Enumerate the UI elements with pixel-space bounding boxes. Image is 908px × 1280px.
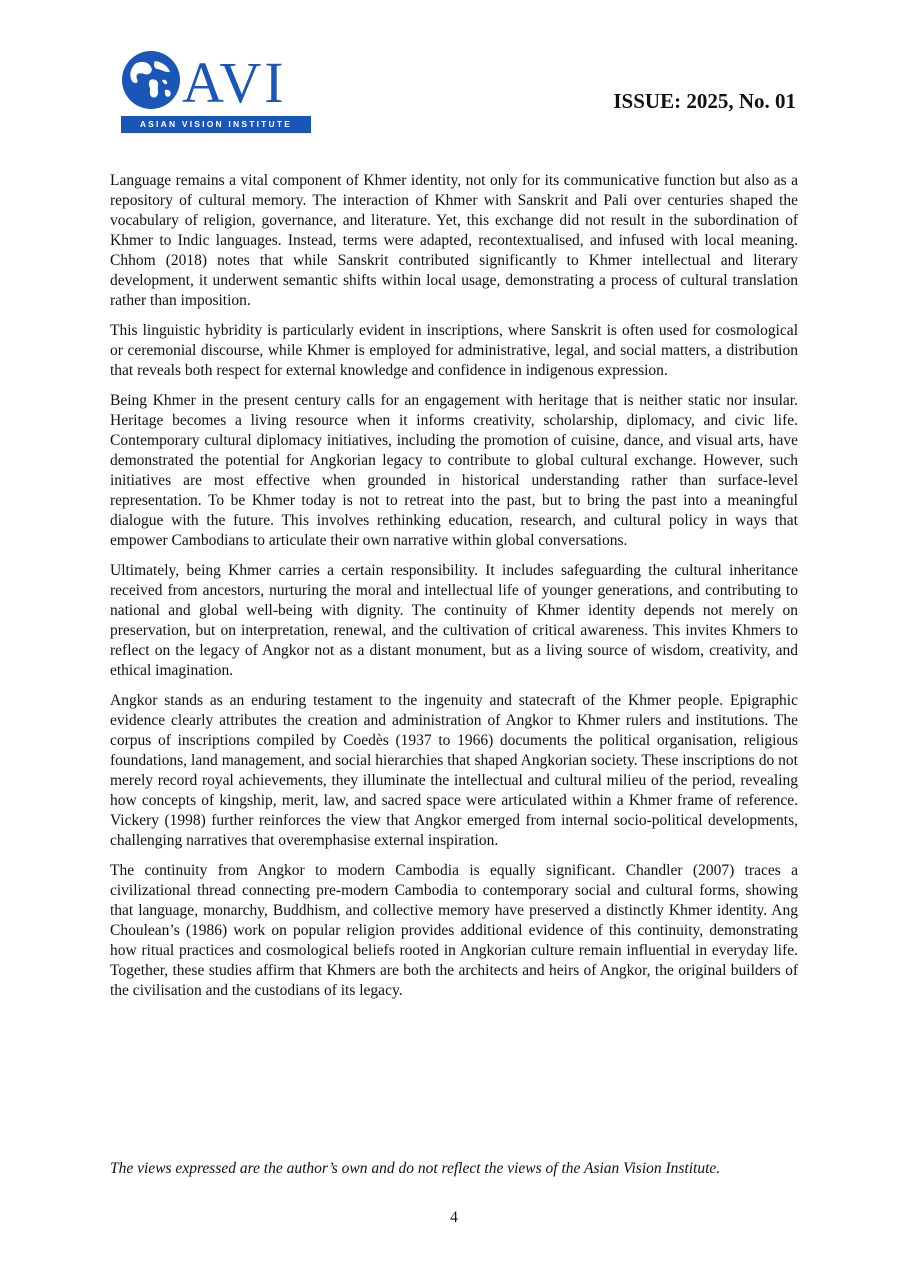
paragraph: Language remains a vital component of Khmer identity, not only for its communicative function but also as a repository of cultural memory. The interaction of Khmer with Sanskrit and Pali over centuries shaped the vocabulary of religion, governance, and literature. Yet, this exchange did not result in the subordination of Khmer to Indic languages. Instead, terms were adapted, recontextualised, and infused with local meaning. Chhom (2018) notes that while Sanskrit contributed significantly to Khmer intellectual and literary development, it underwent semantic shifts within local usage, demonstrating a process of cultural translation rather than imposition. (110, 172, 798, 309)
paragraph: The continuity from Angkor to modern Cambodia is equally significant. Chandler (2007) traces a civilizational thread connecting pre-modern Cambodia to contemporary social and cultural forms, showing that language, monarchy, Buddhism, and collective memory have preserved a distinctly Khmer identity. Ang Choulean’s (1986) work on popular religion provides additional evidence of this continuity, demonstrating how ritual practices and cosmological beliefs rooted in Angkorian culture remain influential in everyday life. Together, these studies affirm that Khmers are both the architects and heirs of Angkor, the original builders of the civilisation and the custodians of its legacy. (110, 862, 798, 999)
logo-wordmark: AVI (182, 50, 287, 115)
paragraph: Ultimately, being Khmer carries a certain responsibility. It includes safeguarding the cultural inheritance received from ancestors, nurturing the moral and intellectual life of younger generations, and contributing to national and global well-being with dignity. The continuity of Khmer identity depends not merely on preservation, but on interpretation, renewal, and the cultivation of critical awareness. This invites Khmers to reflect on the legacy of Angkor not as a distant monument, but as a living source of wisdom, creativity, and ethical imagination. (110, 562, 798, 679)
paragraph: This linguistic hybridity is particularly evident in inscriptions, where Sanskrit is often used for cosmological or ceremonial discourse, while Khmer is employed for administrative, legal, and social matters, a distribution that reveals both respect for external knowledge and confidence in indigenous expression. (110, 322, 798, 379)
disclaimer: The views expressed are the author’s own and do not reflect the views of the Asian Vision Institute. (110, 1160, 721, 1177)
avi-logo (121, 50, 311, 136)
article-body (110, 171, 798, 1011)
issue-label: ISSUE: 2025, No. 01 (613, 89, 796, 113)
paragraph: Being Khmer in the present century calls for an engagement with heritage that is neither static nor insular. Heritage becomes a living resource when it informs creativity, scholarship, diplomacy, and civic life. Contemporary cultural diplomacy initiatives, including the promotion of cuisine, dance, and visual arts, have demonstrated the potential for Angkorian legacy to contribute to global cultural exchange. However, such initiatives are most effective when grounded in historical understanding rather than surface-level representation. To be Khmer today is not to retreat into the past, but to bring the past into a meaningful dialogue with the future. This involves rethinking education, research, and cultural policy in ways that empower Cambodians to articulate their own narrative within global conversations. (110, 392, 798, 549)
paragraph: Angkor stands as an enduring testament to the ingenuity and statecraft of the Khmer people. Epigraphic evidence clearly attributes the creation and administration of Angkor to Khmer rulers and institutions. The corpus of inscriptions compiled by Coedès (1937 to 1966) documents the political organisation, religious foundations, land management, and social hierarchies that shaped Angkorian society. These inscriptions do not merely record royal achievements, they illuminate the intellectual and cultural milieu of the period, revealing how concepts of kingship, merit, law, and sacred space were articulated within a Khmer frame of reference. Vickery (1998) further reinforces the view that Angkor emerged from internal socio-political developments, challenging narratives that overemphasise external inspiration. (110, 692, 798, 849)
logo-tagline: ASIAN VISION INSTITUTE (121, 116, 311, 133)
globe-icon (121, 50, 181, 110)
page-number: 4 (450, 1209, 458, 1226)
